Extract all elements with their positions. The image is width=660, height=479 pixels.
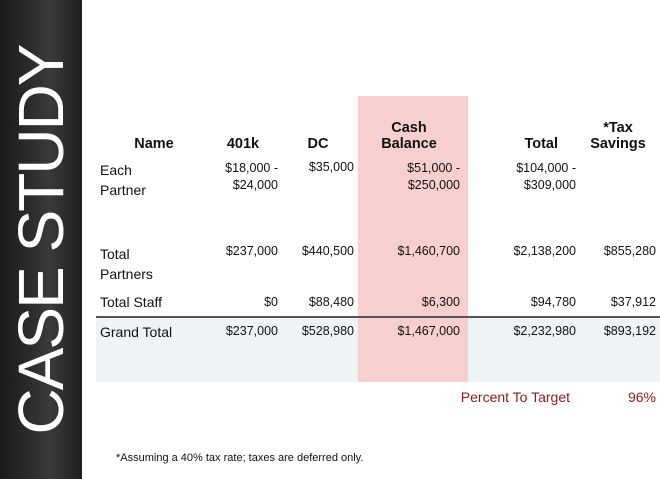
cell-total: $2,232,980 [468, 317, 580, 382]
cell-cash-balance [358, 156, 468, 242]
cell-name-line2: Partner [100, 182, 146, 198]
cell-tax-savings: $855,280 [603, 244, 656, 258]
cell-total [468, 156, 580, 242]
case-study-table [96, 96, 660, 412]
table-row-each-partner [96, 156, 660, 242]
cell-dc: $88,480 [308, 295, 354, 309]
table-row-total-staff [96, 288, 660, 317]
cell-tax-savings [580, 156, 660, 242]
cell-name-line1: Each [100, 162, 132, 178]
header-row [96, 96, 660, 156]
cell-cash-line1: $51,000 - [407, 161, 460, 175]
cell-401k: $0 [264, 295, 278, 309]
cell-total-line1: $104,000 - [516, 161, 576, 175]
cell-dc: $440,500 [301, 244, 354, 258]
cell-total: $2,138,200 [513, 244, 576, 258]
cell-401k: $237,000 [225, 244, 278, 258]
header-dc: DC [307, 136, 329, 152]
cell-cash-balance: $1,460,700 [358, 242, 468, 288]
header-tax-line1: *Tax [603, 120, 633, 136]
table-row-total-partners [96, 242, 660, 288]
header-tax-line2: Savings [590, 136, 646, 152]
cell-total: $94,780 [530, 295, 576, 309]
cell-name-line2: Partners [100, 266, 153, 282]
header-cash-line1: Cash [391, 120, 427, 136]
cell-401k-line2: $24,000 [232, 178, 278, 192]
cell-401k-line1: $18,000 - [225, 161, 278, 175]
table-row-percent-to-target [96, 382, 660, 412]
cell-name: Total Staff [100, 294, 163, 310]
cell-dc: $35,000 [308, 160, 354, 174]
percent-to-target-value: 96% [627, 389, 656, 405]
cell-name-line1: Total [100, 246, 130, 262]
case-study-table-container [96, 96, 656, 412]
cell-401k: $237,000 [208, 317, 282, 382]
cell-401k [208, 156, 282, 242]
cell-name [96, 242, 208, 288]
header-name: Name [134, 136, 174, 152]
cell-cash-balance: $1,467,000 [358, 317, 468, 382]
cell-name [96, 156, 208, 242]
cell-name: Grand Total [96, 317, 208, 382]
cell-total-line2: $309,000 [523, 178, 576, 192]
cell-tax-savings: $37,912 [610, 295, 656, 309]
cell-tax-savings: $893,192 [580, 317, 660, 382]
header-cash-line2: Balance [381, 136, 437, 152]
header-401k: 401k [226, 136, 260, 152]
percent-to-target-text: Percent To Target [460, 389, 570, 405]
cell-dc: $528,980 [282, 317, 358, 382]
sidebar-title: CASE STUDY [5, 45, 77, 435]
footnote: *Assuming a 40% tax rate; taxes are deferred only. [116, 452, 364, 464]
table-row-grand-total [96, 317, 660, 382]
header-cash-balance [358, 96, 468, 156]
header-total: Total [524, 136, 558, 152]
cell-cash-line2: $250,000 [407, 178, 460, 192]
percent-to-target-label [96, 382, 580, 412]
cell-cash-balance: $6,300 [358, 288, 468, 317]
sidebar-banner [0, 0, 82, 479]
header-tax-savings [580, 96, 660, 156]
